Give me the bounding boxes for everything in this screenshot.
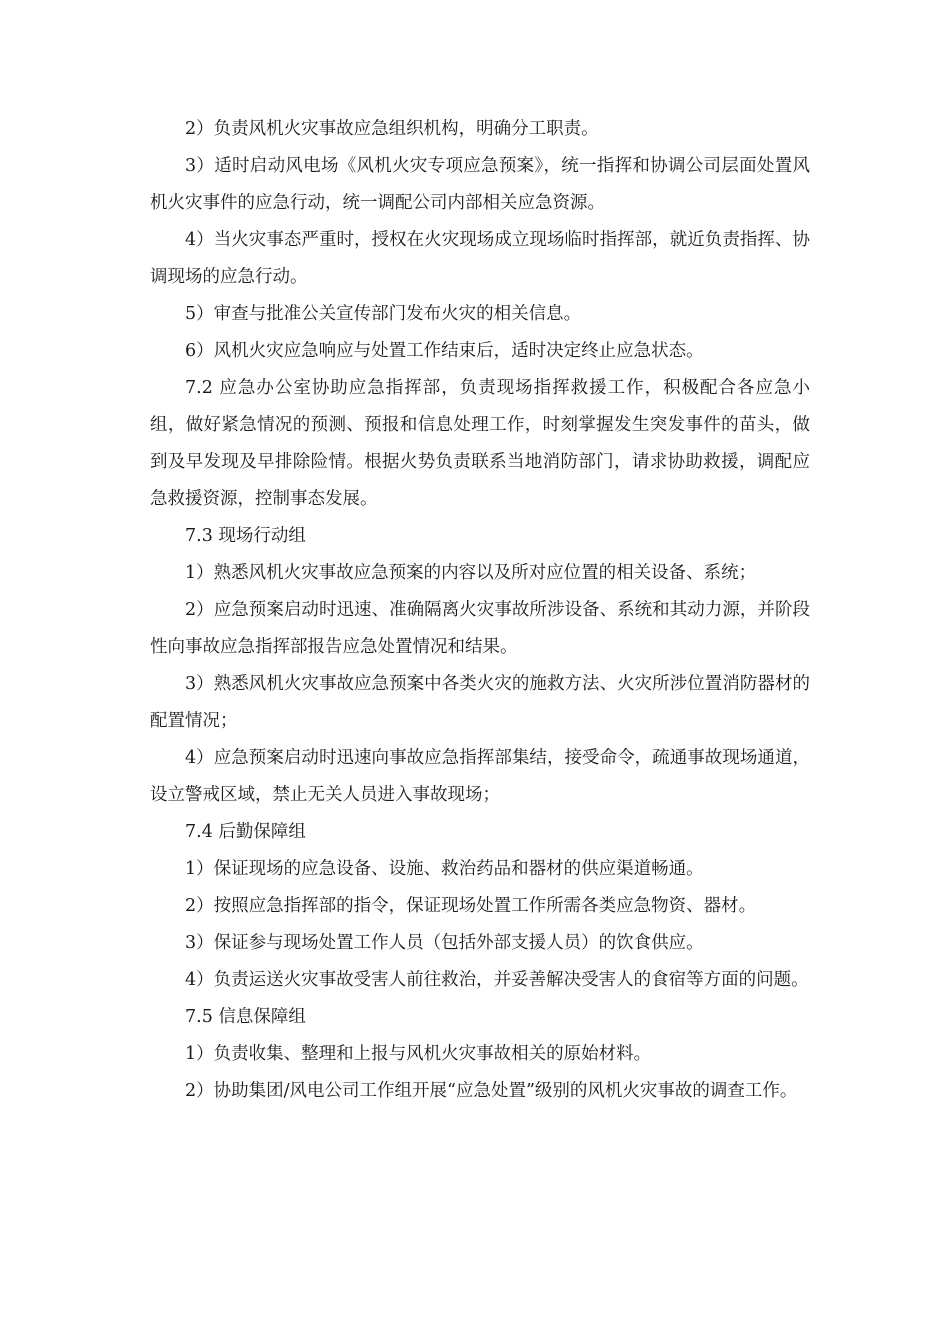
paragraph: 4）负责运送火灾事故受害人前往救治，并妥善解决受害人的食宿等方面的问题。 (185, 970, 809, 990)
paragraph: 2）负责风机火灾事故应急组织机构，明确分工职责。 (185, 119, 599, 139)
paragraph: 1）负责收集、整理和上报与风机火灾事故相关的原始材料。 (185, 1044, 652, 1064)
paragraph: 5）审查与批准公关宣传部门发布火灾的相关信息。 (185, 304, 582, 324)
paragraph: 6）风机火灾应急响应与处置工作结束后，适时决定终止应急状态。 (185, 341, 704, 361)
section-heading: 7.4 后勤保障组 (185, 822, 306, 842)
paragraph: 3）保证参与现场处置工作人员（包括外部支援人员）的饮食供应。 (185, 933, 704, 953)
paragraph: 3）适时启动风电场《风机火灾专项应急预案》，统一指挥和协调公司层面处置风机火灾事件的应急行动，统一调配公司内部相关应急资源。 (150, 156, 810, 213)
paragraph: 2）按照应急指挥部的指令，保证现场处置工作所需各类应急物资、器材。 (185, 896, 757, 916)
paragraph: 2）协助集团/风电公司工作组开展“应急处置”级别的风机火灾事故的调查工作。 (185, 1081, 798, 1101)
section-heading: 7.3 现场行动组 (185, 526, 306, 546)
paragraph: 1）熟悉风机火灾事故应急预案的内容以及所对应位置的相关设备、系统； (185, 563, 757, 583)
paragraph: 2）应急预案启动时迅速、准确隔离火灾事故所涉设备、系统和其动力源，并阶段性向事故应急指挥部报告应急处置情况和结果。 (150, 600, 810, 657)
paragraph: 4）应急预案启动时迅速向事故应急指挥部集结，接受命令，疏通事故现场通道，设立警戒区域，禁止无关人员进入事故现场； (150, 748, 810, 805)
paragraph: 4）当火灾事态严重时，授权在火灾现场成立现场临时指挥部，就近负责指挥、协调现场的应急行动。 (150, 230, 810, 287)
paragraph: 3）熟悉风机火灾事故应急预案中各类火灾的施救方法、火灾所涉位置消防器材的配置情况； (150, 674, 810, 731)
paragraph: 1）保证现场的应急设备、设施、救治药品和器材的供应渠道畅通。 (185, 859, 704, 879)
section-heading: 7.5 信息保障组 (185, 1007, 306, 1027)
paragraph: 7.2 应急办公室协助应急指挥部，负责现场指挥救援工作，积极配合各应急小组，做好紧急情况的预测、预报和信息处理工作，时刻掌握发生突发事件的苗头，做到及早发现及早排除险情。根据火势负责联系当地消防部门，请求协助救援，调配应急救援资源，控制事态发展。 (150, 378, 810, 509)
document-body (150, 111, 810, 1110)
